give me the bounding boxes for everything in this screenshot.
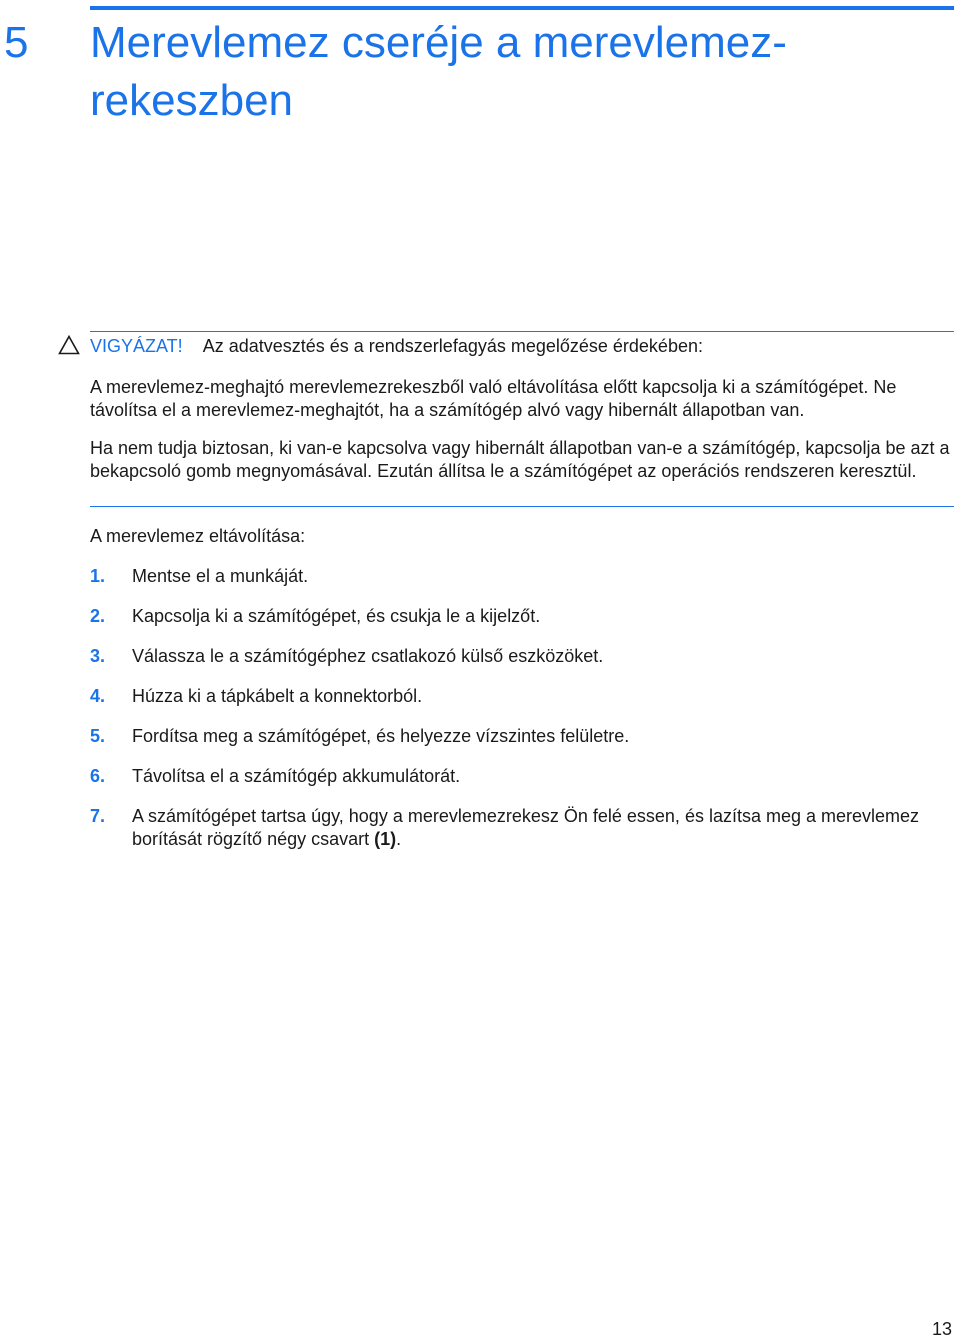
procedure-intro: A merevlemez eltávolítása: [90,526,306,546]
caution-paragraph: A merevlemez-meghajtó merevlemezrekeszből való eltávolítása előtt kapcsolja ki a számítógépet. Ne távolítsa el a merevlemez-meghajtót, ha a számítógép alvó vagy hibernált állapotban van. [90,377,897,420]
chapter-number: 5 [4,18,29,67]
step-number: 2. [90,606,106,626]
step-text: Válassza le a számítógéphez csatlakozó külső eszközöket. [132,646,604,666]
chapter-top-rule [90,6,954,10]
step-number: 6. [90,766,106,786]
step-text: Kapcsolja ki a számítógépet, és csukja le a kijelzőt. [132,606,541,626]
caution-label: VIGYÁZAT! [90,336,183,356]
step-text: A számítógépet tartsa úgy, hogy a merevlemezrekesz Ön felé essen, és lazítsa meg a merevlemez borítását rögzítő négy csavart [132,806,920,849]
step-item [90,765,954,788]
caution-heading [90,334,703,358]
step-item [90,565,954,588]
step-number: 5. [90,726,106,746]
step-number: 3. [90,646,106,666]
step-number: 7. [90,806,106,826]
step-text: Fordítsa meg a számítógépet, és helyezze vízszintes felületre. [132,726,630,746]
caution-bottom-rule [90,506,954,507]
chapter-title: Merevlemez cseréje a merevlemez-rekeszben [90,18,787,125]
step-item [90,645,954,668]
step-text: Húzza ki a tápkábelt a konnektorból. [132,686,423,706]
caution-lead: Az adatvesztés és a rendszerlefagyás megelőzése érdekében: [202,336,703,356]
step-item [90,805,954,851]
procedure-steps [90,565,954,868]
step-text: Mentse el a munkáját. [132,566,309,586]
step-item [90,605,954,628]
step-item [90,725,954,748]
caution-paragraph: Ha nem tudja biztosan, ki van-e kapcsolva vagy hibernált állapotban van-e a számítógép, kapcsolja be azt a bekapcsoló gomb megnyomásával. Ezután állítsa le a számítógépet az operációs rendszeren keresztül. [90,438,950,481]
page-number: 13 [931,1319,952,1339]
step-text-end: . [396,829,402,849]
warning-triangle-icon [58,335,80,355]
step-number: 4. [90,686,106,706]
callout-reference: (1) [374,829,397,849]
step-number: 1. [90,566,106,586]
step-text: Távolítsa el a számítógép akkumulátorát. [132,766,461,786]
step-item [90,685,954,708]
caution-top-rule [90,331,954,332]
